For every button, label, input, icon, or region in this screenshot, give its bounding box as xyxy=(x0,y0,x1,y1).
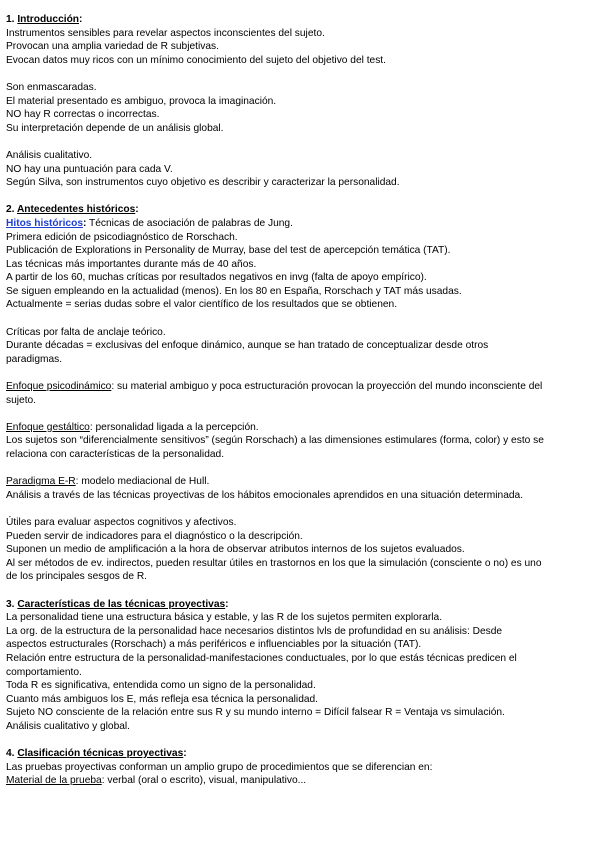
text-line: Críticas por falta de anclaje teórico. xyxy=(6,326,166,338)
enfoque-label: Enfoque psicodinámico xyxy=(6,381,112,393)
text-line: A partir de los 60, muchas críticas por resultados negativos en invg (falta de apoyo empírico). xyxy=(6,272,427,284)
text-line: Actualmente = serias dudas sobre el valor científico de los resultados que se obtienen. xyxy=(6,299,398,311)
text-line: sujeto. xyxy=(6,394,37,406)
text-line: Son enmascaradas. xyxy=(6,81,97,93)
section-colon: : xyxy=(135,204,139,216)
section-number: 2. xyxy=(6,204,17,216)
hitos-text: Técnicas de asociación de palabras de Jung. xyxy=(86,217,293,229)
text-line: Durante décadas = exclusivas del enfoque dinámico, aunque se han tratado de conceptualizar desde otros xyxy=(6,340,489,352)
text-line: Instrumentos sensibles para revelar aspectos inconscientes del sujeto. xyxy=(6,27,325,39)
paradigma-text: : modelo mediacional de Hull. xyxy=(75,476,210,488)
text-line: NO hay una puntuación para cada V. xyxy=(6,163,173,175)
text-line: paradigmas. xyxy=(6,353,63,365)
paradigma-er-line xyxy=(6,475,600,489)
section-1-heading xyxy=(6,13,600,27)
section-colon: : xyxy=(225,598,229,610)
text-line: Al ser métodos de ev. indirectos, pueden resultar útiles en trastornos en los que la simulación (consciente o no) es uno xyxy=(6,557,542,569)
text-line: Los sujetos son “diferencialmente sensitivos” (según Rorschach) a las dimensiones estimulares (forma, color) y esto se xyxy=(6,435,544,447)
text-line: Las técnicas más importantes durante más de 40 años. xyxy=(6,258,257,270)
text-line: Evocan datos muy ricos con un mínimo conocimiento del sujeto del objetivo del test. xyxy=(6,54,386,66)
enfoque-label: Enfoque gestáltico xyxy=(6,421,90,433)
text-line: Relación entre estructura de la personalidad-manifestaciones conductuales, por lo que estás técnicas predicen el xyxy=(6,652,517,664)
enfoque-gestaltico-line xyxy=(6,421,600,435)
paradigma-label: Paradigma E-R xyxy=(6,476,76,488)
section-3-heading xyxy=(6,598,600,612)
hitos-colon: : xyxy=(82,217,87,229)
section-number: 4. xyxy=(6,748,18,760)
section-title: Antecedentes históricos xyxy=(16,204,136,216)
text-line: La org. de la estructura de la personalidad hace necesarios distintos lvls de profundidad en su análisis: Desde xyxy=(6,625,503,637)
text-line: Análisis cualitativo. xyxy=(6,149,93,161)
text-line: Cuanto más ambiguos los E, más refleja esa técnica la personalidad. xyxy=(6,693,319,705)
text-line: Suponen un medio de amplificación a la hora de observar atributos internos de los sujetos evaluados. xyxy=(6,544,465,556)
text-line: Análisis cualitativo y global. xyxy=(6,720,131,732)
text-line: aspectos estructurales (Rorschach) a más periféricos e influenciables por la situación (TAT). xyxy=(6,639,422,651)
section-number: 3. xyxy=(6,598,18,610)
text-line: Según Silva, son instrumentos cuyo objetivo es describir y caracterizar la personalidad. xyxy=(6,177,400,189)
material-text: : verbal (oral o escrito), visual, manipulativo... xyxy=(101,775,307,787)
section-number: 1. xyxy=(6,14,18,25)
text-line: Primera edición de psicodiagnóstico de Rorschach. xyxy=(6,231,238,243)
text-line: Sujeto NO consciente de la relación entre sus R y su mundo interno = Difícil falsear R = Ventaja vs simulación. xyxy=(6,707,505,719)
text-line: Publicación de Explorations in Personality de Murray, base del test de apercepción temática (TAT). xyxy=(6,245,451,257)
text-line: comportamiento. xyxy=(6,666,82,678)
text-line: La personalidad tiene una estructura básica y estable, y las R de los sujetos permiten explorarla. xyxy=(6,612,443,624)
text-line: Las pruebas proyectivas conforman un amplio grupo de procedimientos que se diferencian en: xyxy=(6,761,433,773)
text-line: Provocan una amplia variedad de R subjetivas. xyxy=(6,41,219,53)
text-line: Análisis a través de las técnicas proyectivas de los hábitos emocionales aprendidos en una situación determinada. xyxy=(6,489,524,501)
text-line: NO hay R correctas o incorrectas. xyxy=(6,109,160,121)
enfoque-psicodinamico-line xyxy=(6,380,600,394)
section-title: Características de las técnicas proyectivas xyxy=(17,598,226,610)
text-line: Toda R es significativa, entendida como un signo de la personalidad. xyxy=(6,680,316,692)
text-line: Se siguen empleando en la actualidad (menos). En los 80 en España, Rorschach y TAT más usadas. xyxy=(6,285,462,297)
material-label: Material de la prueba xyxy=(6,775,102,787)
text-line: Útiles para evaluar aspectos cognitivos y afectivos. xyxy=(6,516,237,528)
hitos-line xyxy=(6,217,600,231)
section-4-heading xyxy=(6,747,600,761)
material-line xyxy=(6,774,600,788)
section-2-heading xyxy=(6,203,600,217)
section-title: Introducción xyxy=(17,14,80,25)
section-colon: : xyxy=(183,748,187,760)
section-title: Clasificación técnicas proyectivas xyxy=(17,748,184,760)
text-line: Pueden servir de indicadores para el diagnóstico o la descripción. xyxy=(6,530,303,542)
section-colon: : xyxy=(79,14,83,25)
enfoque-text: : su material ambiguo y poca estructuración provocan la proyección del mundo inconsciente del xyxy=(111,381,543,393)
text-line: relaciona con características de la personalidad. xyxy=(6,449,225,460)
text-line: de los principales sesgos de R. xyxy=(6,571,148,583)
text-line: Su interpretación depende de un análisis global. xyxy=(6,122,224,134)
hitos-historicos-link[interactable]: Hitos históricos xyxy=(6,217,83,229)
enfoque-text: : personalidad ligada a la percepción. xyxy=(89,421,259,433)
text-line: El material presentado es ambiguo, provoca la imaginación. xyxy=(6,95,277,107)
